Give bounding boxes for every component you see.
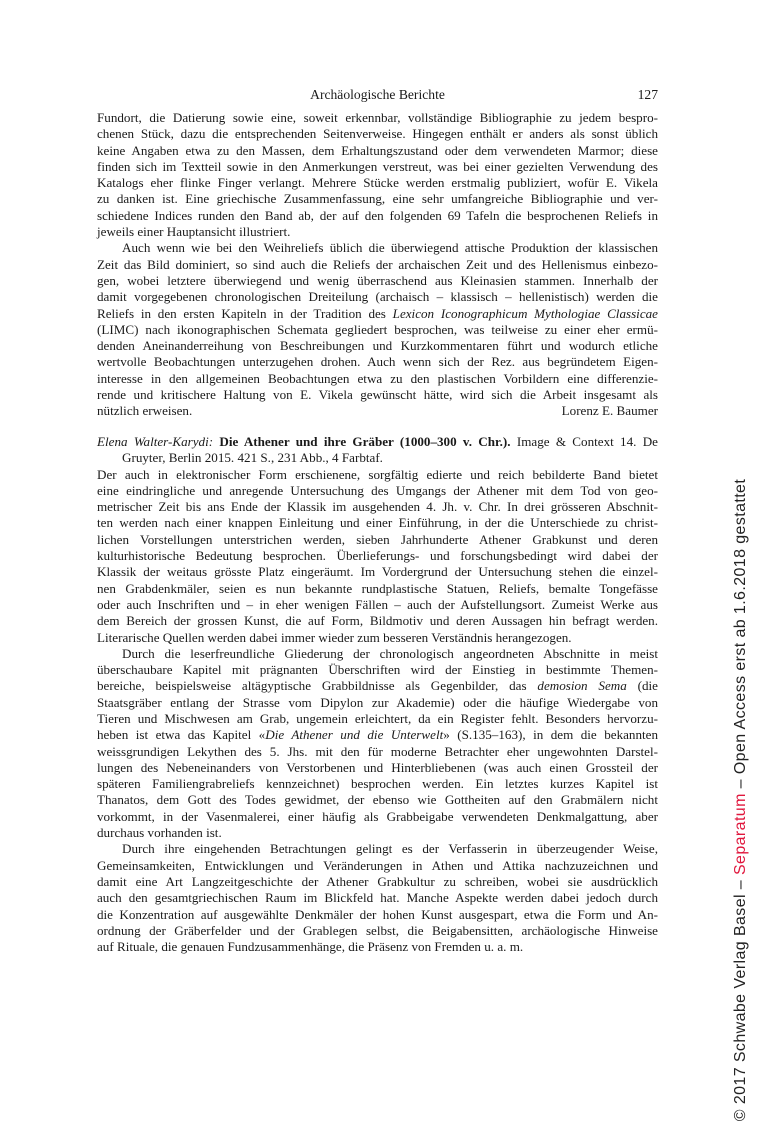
- text-line: [97, 257, 658, 273]
- text-line: [97, 630, 658, 646]
- text-line: [97, 371, 658, 387]
- line-text: vorkommt, in der Vasenmalerei, einer häufig als Grabbeigabe verwendeten Denkmalgattung, aber: [97, 808, 658, 824]
- line-text: weissgrundigen Lekythen des 5. Jhs. mit den für moderne Betrachter eher ungewohnten Darstel-: [97, 743, 658, 759]
- paragraph: [97, 240, 658, 419]
- reviewer-signature: Lorenz E. Baumer: [561, 403, 658, 419]
- text-line: [97, 354, 658, 370]
- paragraph: [97, 467, 658, 646]
- text-line: [97, 841, 658, 857]
- line-text: Katalogs eher flinke Finger verlangt. Mehrere Stücke werden erstmalig publiziert, wofür E. Vikela: [97, 175, 658, 191]
- line-text: eine eindringliche und anregende Untersuchung des Umgangs der Athener mit dem Tod von geo-: [97, 482, 658, 498]
- text-line: [97, 678, 658, 694]
- open-access-text: – Open Access erst ab 1.6.2018 gestattet: [732, 478, 749, 794]
- review-citation: [97, 434, 658, 467]
- text-line: [97, 159, 658, 175]
- running-title: Archäologische Berichte: [310, 87, 445, 102]
- text-line: [97, 515, 658, 531]
- line-text: damit vorgegebenen chronologischen Dreiteilung (archaisch – klassisch – hellenistisch) werden die: [97, 289, 658, 305]
- text-line: [97, 874, 658, 890]
- line-text: gen, wobei letztere überwiegend und wenig überraschend aus Kleinasien stammen. Innerhalb der: [97, 272, 658, 288]
- line-text: keine Angaben etwa zu den Massen, dem Erhaltungszustand oder dem verwendeten Marmor; diese: [97, 142, 658, 158]
- page-body: [97, 110, 658, 955]
- line-text: auf Rituale, die genauen Fundzusammenhänge, die Präsenz von Fremden u. a. m.: [97, 939, 524, 955]
- separatum-label: Separatum: [732, 793, 749, 876]
- text-span: Image & Context 14. De: [510, 433, 658, 449]
- line-text: wertvolle Beobachtungen unterzugehen drohen. Auch wenn sich der Rez. aus begründetem Eigen-: [97, 354, 658, 370]
- text-line: [97, 792, 658, 808]
- text-line: [97, 467, 658, 483]
- text-line: [97, 273, 658, 289]
- text-line: [97, 191, 658, 207]
- italic-text: demosion Sema: [537, 678, 627, 694]
- text-line: [97, 890, 658, 906]
- line-text: jeweils einer Hauptansicht illustriert.: [97, 224, 291, 240]
- text-line: [97, 809, 658, 825]
- italic-text: Elena Walter-Karydi:: [97, 433, 214, 449]
- text-line: [97, 450, 658, 466]
- line-text: überschaubare Kapitel mit prägnanten Überschriften wird der Einstieg in bestimmte Themen-: [97, 662, 658, 678]
- text-line: [97, 564, 658, 580]
- line-text: lungen des Nebeneinanders von Verstorbenen und Hinterbliebenen (was auch einen Grossteil der: [97, 759, 658, 775]
- text-line: [97, 240, 658, 256]
- text-line: [97, 760, 658, 776]
- text-line: [97, 613, 658, 629]
- text-line: [97, 646, 658, 662]
- line-text: Gemeinsamkeiten, Entwicklungen und Veränderungen in Athen und Attika nachzuzeichnen und: [97, 857, 658, 873]
- line-text: damit eine Art Langzeitgeschichte der Athener Grabkultur zu schreiben, wobei sie ausdrücklich: [97, 873, 658, 889]
- text-line: [97, 939, 658, 955]
- line-text: Auch wenn wie bei den Weihreliefs üblich die überwiegend attische Produktion der klassischen: [122, 240, 658, 256]
- text-line: [97, 224, 658, 240]
- text-line: [97, 110, 658, 126]
- text-line: [97, 143, 658, 159]
- bold-title: Die Athener und ihre Gräber (1000–300 v. Chr.).: [219, 433, 511, 449]
- text-span: (die: [626, 678, 658, 694]
- text-line: [97, 744, 658, 760]
- paragraph: [97, 646, 658, 842]
- text-line: [97, 907, 658, 923]
- text-span: heben ist etwa das Kapitel «: [97, 727, 266, 743]
- text-line: [97, 548, 658, 564]
- text-line: [97, 581, 658, 597]
- line-text: finden sich im Textteil sowie in den Anmerkungen verstreut, was bei einer gezielten Verwendung des: [97, 158, 658, 174]
- text-line: [97, 532, 658, 548]
- paragraph: [97, 841, 658, 955]
- text-line: [97, 825, 658, 841]
- copyright-text: © 2017 Schwabe Verlag Basel –: [732, 875, 749, 1122]
- text-line: [97, 403, 658, 419]
- text-line: [97, 923, 658, 939]
- line-text: die Konzentration auf ausgewählte Denkmäler der hohen Kunst ausgespart, etwa die Form und An-: [97, 906, 658, 922]
- text-line: [97, 322, 658, 338]
- line-text: nen Grabdenkmäler, seien es nun bekannte rundplastische Statuen, Reliefs, bemalte Tongefässe: [97, 580, 658, 596]
- line-text: auch den gesamtgriechischen Raum im Blickfeld hat. Manche Aspekte werden dabei jedoch durch: [97, 890, 658, 906]
- line-text: rende und kritischere Haltung von E. Vikela gewünscht hätte, wird sich die Arbeit insgesamt als: [97, 387, 658, 403]
- line-text: Klassik der weitaus grösste Platz eingeräumt. Im Vordergrund der Untersuchung stehen die einzel-: [97, 564, 658, 580]
- text-line: [97, 695, 658, 711]
- line-text: denden Aneinanderreihung von Beschreibungen und Kurzkommentaren führt und wodurch etliche: [97, 338, 658, 354]
- text-line: [97, 434, 658, 450]
- line-text: Der auch in elektronischer Form erschienene, sorgfältig edierte und reich bebilderte Band bietet: [97, 466, 658, 482]
- page-number: 127: [637, 87, 658, 102]
- line-text: oder auch Inschriften und – in eher wenigen Fällen – auch der Aufstellungsort. Zumeist Werke aus: [97, 596, 658, 612]
- line-text: kulturhistorische Bedeutung besprochen. Überlieferungs- und forschungsbedingt wird dabei der: [97, 548, 658, 564]
- text-line: [97, 499, 658, 515]
- text-line: [97, 727, 658, 743]
- line-text: Literarische Quellen werden dabei immer wieder zum besseren Verständnis herangezogen.: [97, 629, 572, 645]
- line-text: metrischer Zeit bis ans Ende der Klassik im ausgehenden 4. Jh. v. Chr. In drei grösseren Abschnit-: [97, 499, 658, 515]
- text-line: [97, 126, 658, 142]
- text-span: bereiche, beispielsweise altägyptische Grabbildnisse als Gegenbilder, das: [97, 678, 538, 694]
- line-text: Gruyter, Berlin 2015. 421 S., 231 Abb., 4 Farbtaf.: [122, 450, 383, 466]
- text-line: [97, 306, 658, 322]
- line-text: Zeit das Bild dominiert, so sind auch die Reliefs der archaischen Zeit und des Hellenismus einbezo-: [97, 256, 658, 272]
- text-line: [97, 776, 658, 792]
- line-text: chenen Stück, dazu die entsprechenden Seitenverweise. Hingegen enthält er anders als sonst üblich: [97, 126, 658, 142]
- line-text: durchaus vorhanden ist.: [97, 825, 222, 841]
- line-text: Durch ihre eingehenden Betrachtungen gelingt es der Verfasserin in überzeugender Weise,: [122, 841, 658, 857]
- text-line: [97, 289, 658, 305]
- text-line: [97, 858, 658, 874]
- text-line: [97, 662, 658, 678]
- text-line: [97, 483, 658, 499]
- copyright-side-note: [732, 479, 750, 1121]
- line-text: dem Bereich der grossen Kunst, die auf Form, Bildmotiv und deren Aussagen hin befragt werden.: [97, 613, 658, 629]
- text-line: [97, 597, 658, 613]
- line-text: zu danken ist. Eine griechische Zusammenfassung, eine sehr umfangreiche Bibliographie und ver-: [97, 191, 658, 207]
- text-line: [97, 711, 658, 727]
- line-text: (LIMC) nach ikonographischen Schemata gegliedert besprochen, was teilweise zu einer eher ermü-: [97, 321, 658, 337]
- line-text: schiedene Indices runden den Band ab, der auf den folgenden 69 Tafeln die besprochenen Reliefs in: [97, 207, 658, 223]
- italic-text: Lexicon Iconographicum Mythologiae Classicae: [392, 305, 658, 321]
- line-text: lichen Vorstellungen unterstrichen werden, sieben Jahrhunderte Athener Grabkunst und deren: [97, 531, 658, 547]
- italic-text: Die Athener und die Unterwelt: [265, 727, 444, 743]
- line-text: Tieren und Mischwesen am Grab, ungemein erleichtert, da ein Register fehlt. Besonders hervorzu-: [97, 710, 658, 726]
- line-text: Fundort, die Datierung sowie eine, soweit erkennbar, vollständige Bibliographie zu jedem bespro-: [97, 110, 658, 125]
- line-text: interesse in den allgemeinen Beobachtungen etwa zu den plastischen Vorbildern eine differenzie-: [97, 370, 658, 386]
- line-text: späteren Familiengrabreliefs kennzeichnet) besprochen werden. Ein letztes kurzes Kapitel ist: [97, 776, 658, 792]
- line-text: nützlich erweisen.: [97, 403, 193, 419]
- line-text: Staatsgräber entlang der Strasse vom Dipylon zur Akademie) oder die häufige Wiedergabe von: [97, 694, 658, 710]
- text-line: [97, 175, 658, 191]
- text-line: [97, 208, 658, 224]
- text-line: [97, 338, 658, 354]
- line-text: Thanatos, dem Gott des Todes gewidmet, der ebenso wie Gottheiten auf den Grabmälern nicht: [97, 792, 658, 808]
- running-header: [97, 86, 658, 103]
- text-span: » (S.135–163), in dem die bekannten: [443, 727, 659, 743]
- line-text: ten werden nach einer knappen Einleitung und einer Einführung, in der die Unterschiede zu christ-: [97, 515, 658, 531]
- line-text: ordnung der Gräberfelder und der Grablegen selbst, die Beigabensitten, archäologische Hinweise: [97, 922, 658, 938]
- text-span: Reliefs in den ersten Kapiteln in der Tradition des: [97, 305, 393, 321]
- text-line: [97, 387, 658, 403]
- paragraph-continued: [97, 110, 658, 240]
- line-text: Durch die leserfreundliche Gliederung der chronologisch angeordneten Abschnitte in meist: [122, 645, 658, 661]
